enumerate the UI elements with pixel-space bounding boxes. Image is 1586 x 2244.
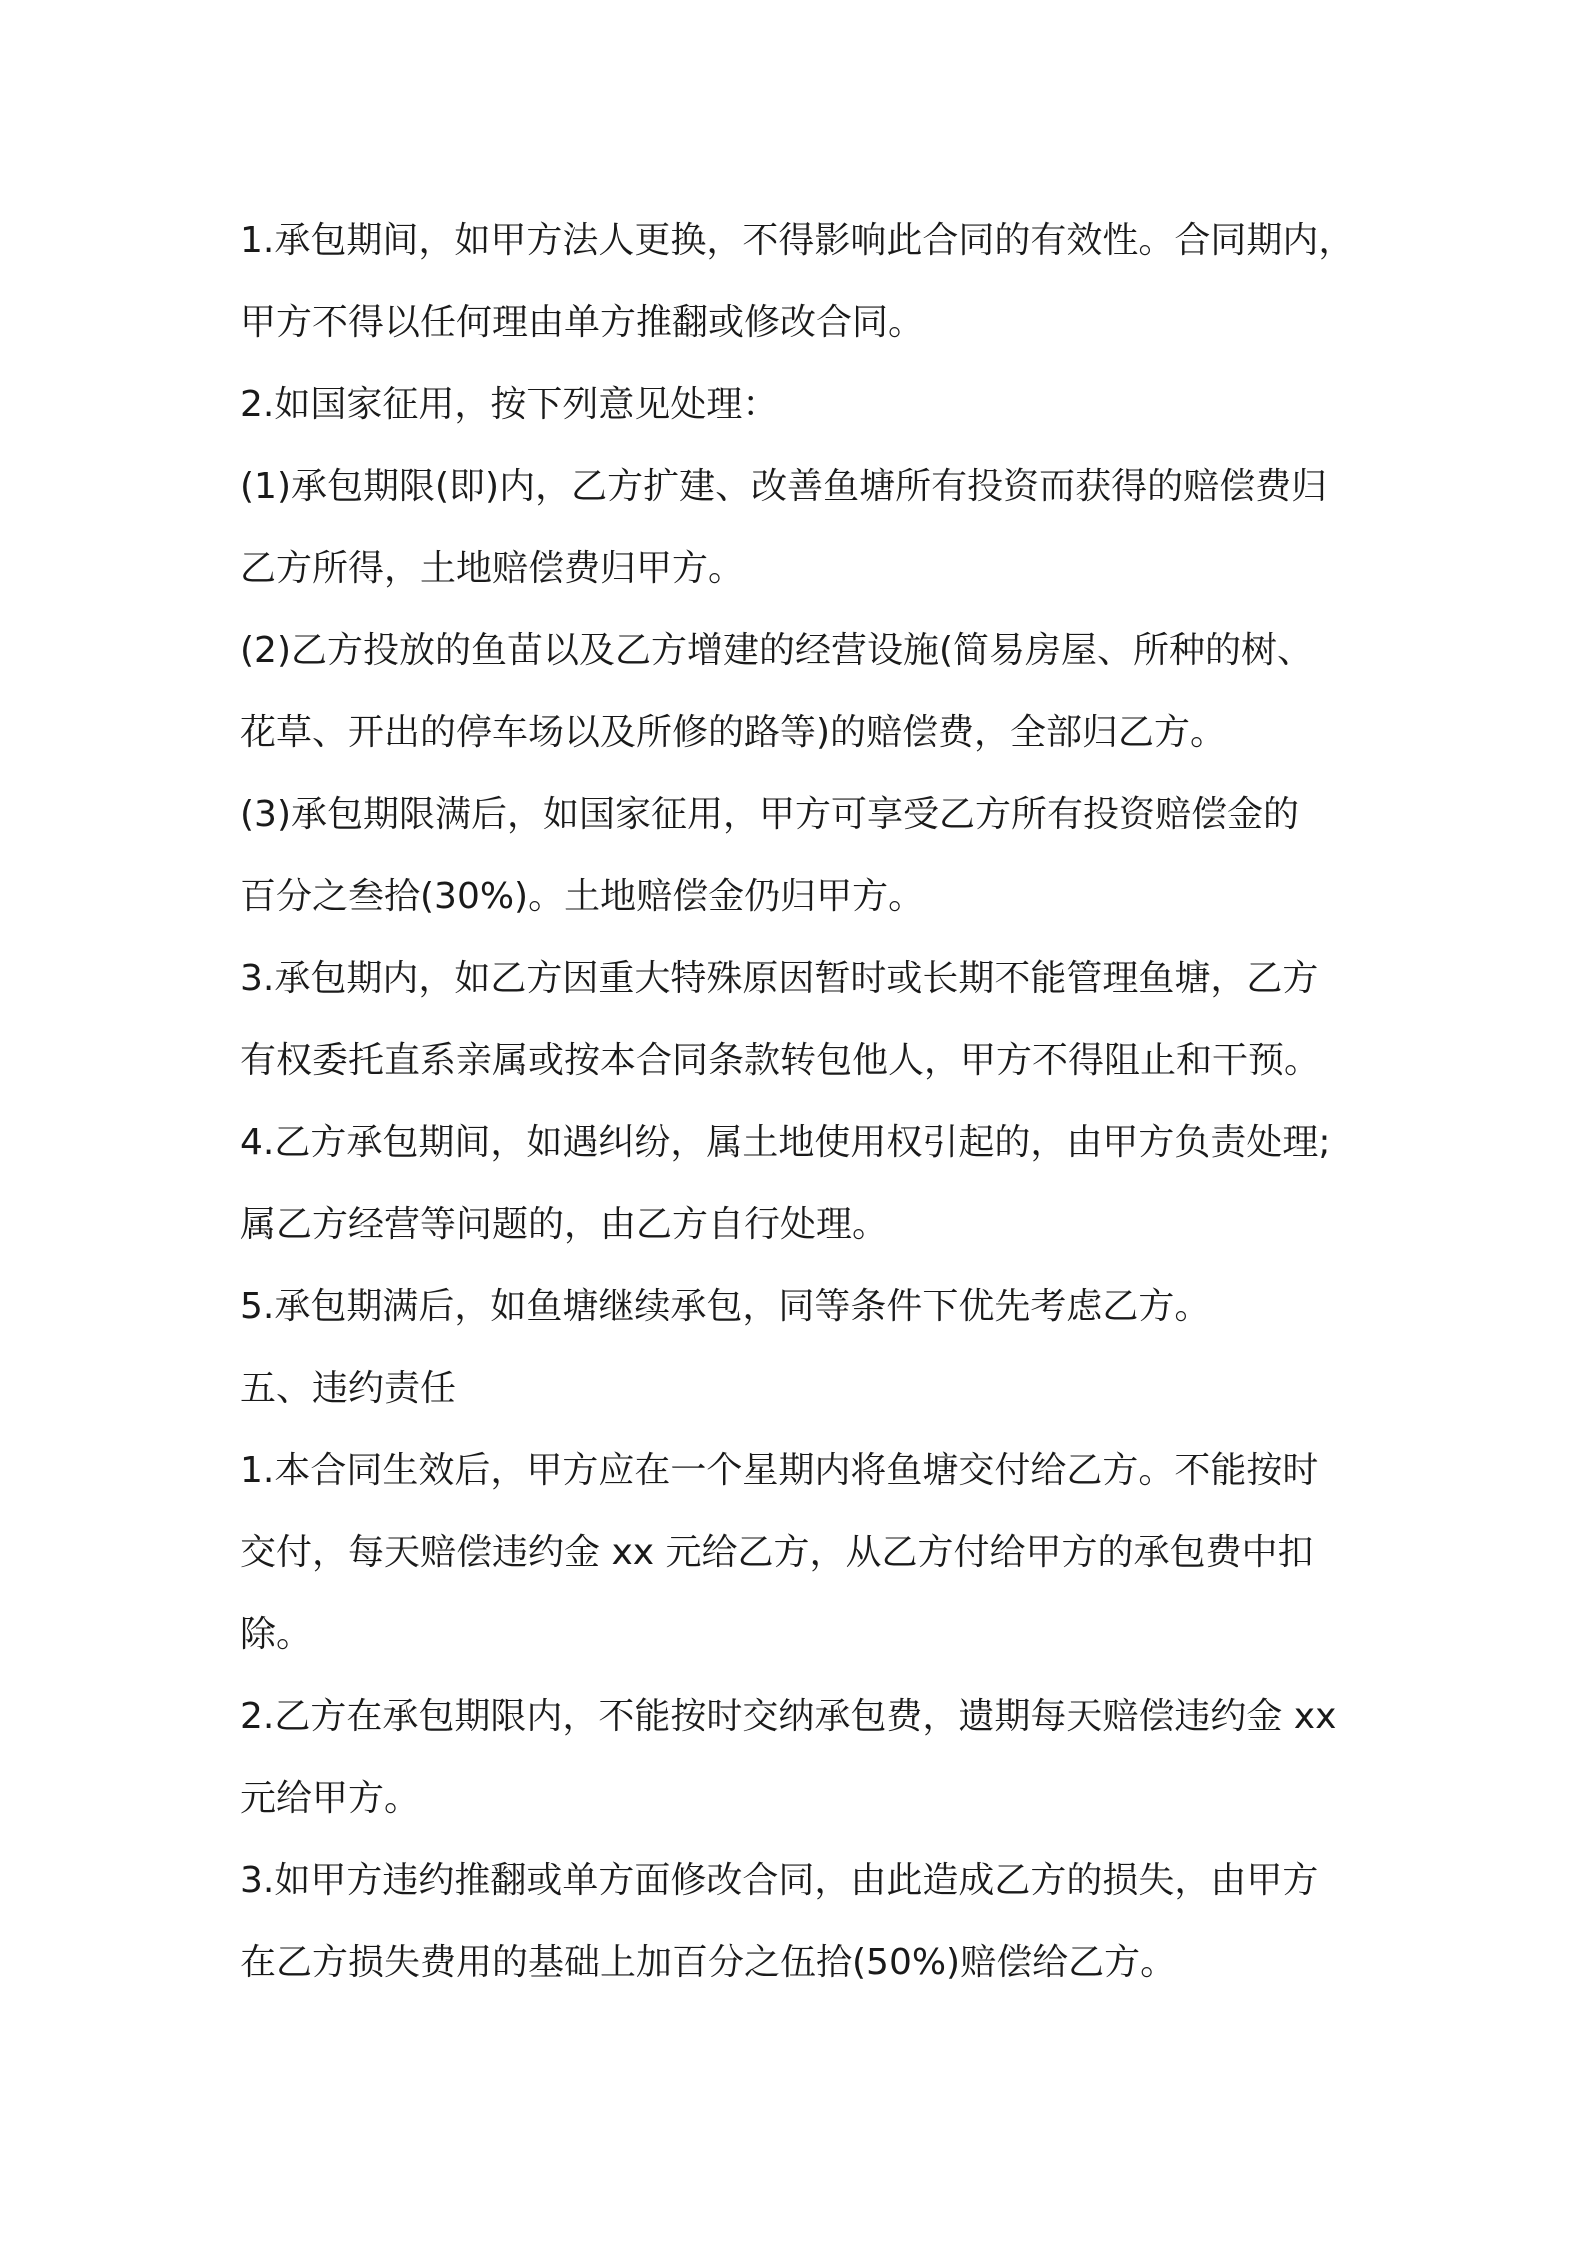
clause-4-5: 5.承包期满后，如鱼塘继续承包，同等条件下优先考虑乙方。 bbox=[240, 1286, 1211, 1327]
clause-5-2: 2.乙方在承包期限内，不能按时交纳承包费，遗期每天赔偿违约金 xx 元给甲方。 bbox=[240, 1696, 1337, 1819]
clause-4-2-3: (3)承包期限满后，如国家征用，甲方可享受乙方所有投资赔偿金的 百分之叁拾(30%)。土地赔偿金仍归甲方。 bbox=[240, 794, 1299, 917]
clause-4-3: 3.承包期内，如乙方因重大特殊原因暂时或长期不能管理鱼塘，乙方 有权委托直系亲属或按本合同条款转包他人，甲方不得阻止和干预。 bbox=[240, 958, 1321, 1081]
clause-4-2-1: (1)承包期限(即)内，乙方扩建、改善鱼塘所有投资而获得的赔偿费归 乙方所得，土地赔偿费归甲方。 bbox=[240, 466, 1328, 589]
clause-5-3: 3.如甲方违约推翻或单方面修改合同，由此造成乙方的损失，由甲方 在乙方损失费用的基础上加百分之伍拾(50%)赔偿给乙方。 bbox=[240, 1860, 1319, 1983]
clause-4-4: 4.乙方承包期间，如遇纠纷，属土地使用权引起的，由甲方负责处理; 属乙方经营等问题的，由乙方自行处理。 bbox=[240, 1122, 1331, 1245]
clause-5-1: 1.本合同生效后，甲方应在一个星期内将鱼塘交付给乙方。不能按时 交付，每天赔偿违约金 xx 元给乙方，从乙方付给甲方的承包费中扣 除。 bbox=[240, 1450, 1319, 1655]
section-heading-breach-liability: 五、违约责任 bbox=[240, 1368, 457, 1409]
clause-4-2: 2.如国家征用，按下列意见处理： bbox=[240, 384, 779, 425]
clause-4-2-2: (2)乙方投放的鱼苗以及乙方增建的经营设施(简易房屋、所种的树、 花草、开出的停车场以及所修的路等)的赔偿费，全部归乙方。 bbox=[240, 630, 1314, 753]
clause-4-1: 1.承包期间，如甲方法人更换，不得影响此合同的有效性。合同期内， 甲方不得以任何理由单方推翻或修改合同。 bbox=[240, 220, 1355, 343]
document-body bbox=[240, 200, 1360, 2004]
